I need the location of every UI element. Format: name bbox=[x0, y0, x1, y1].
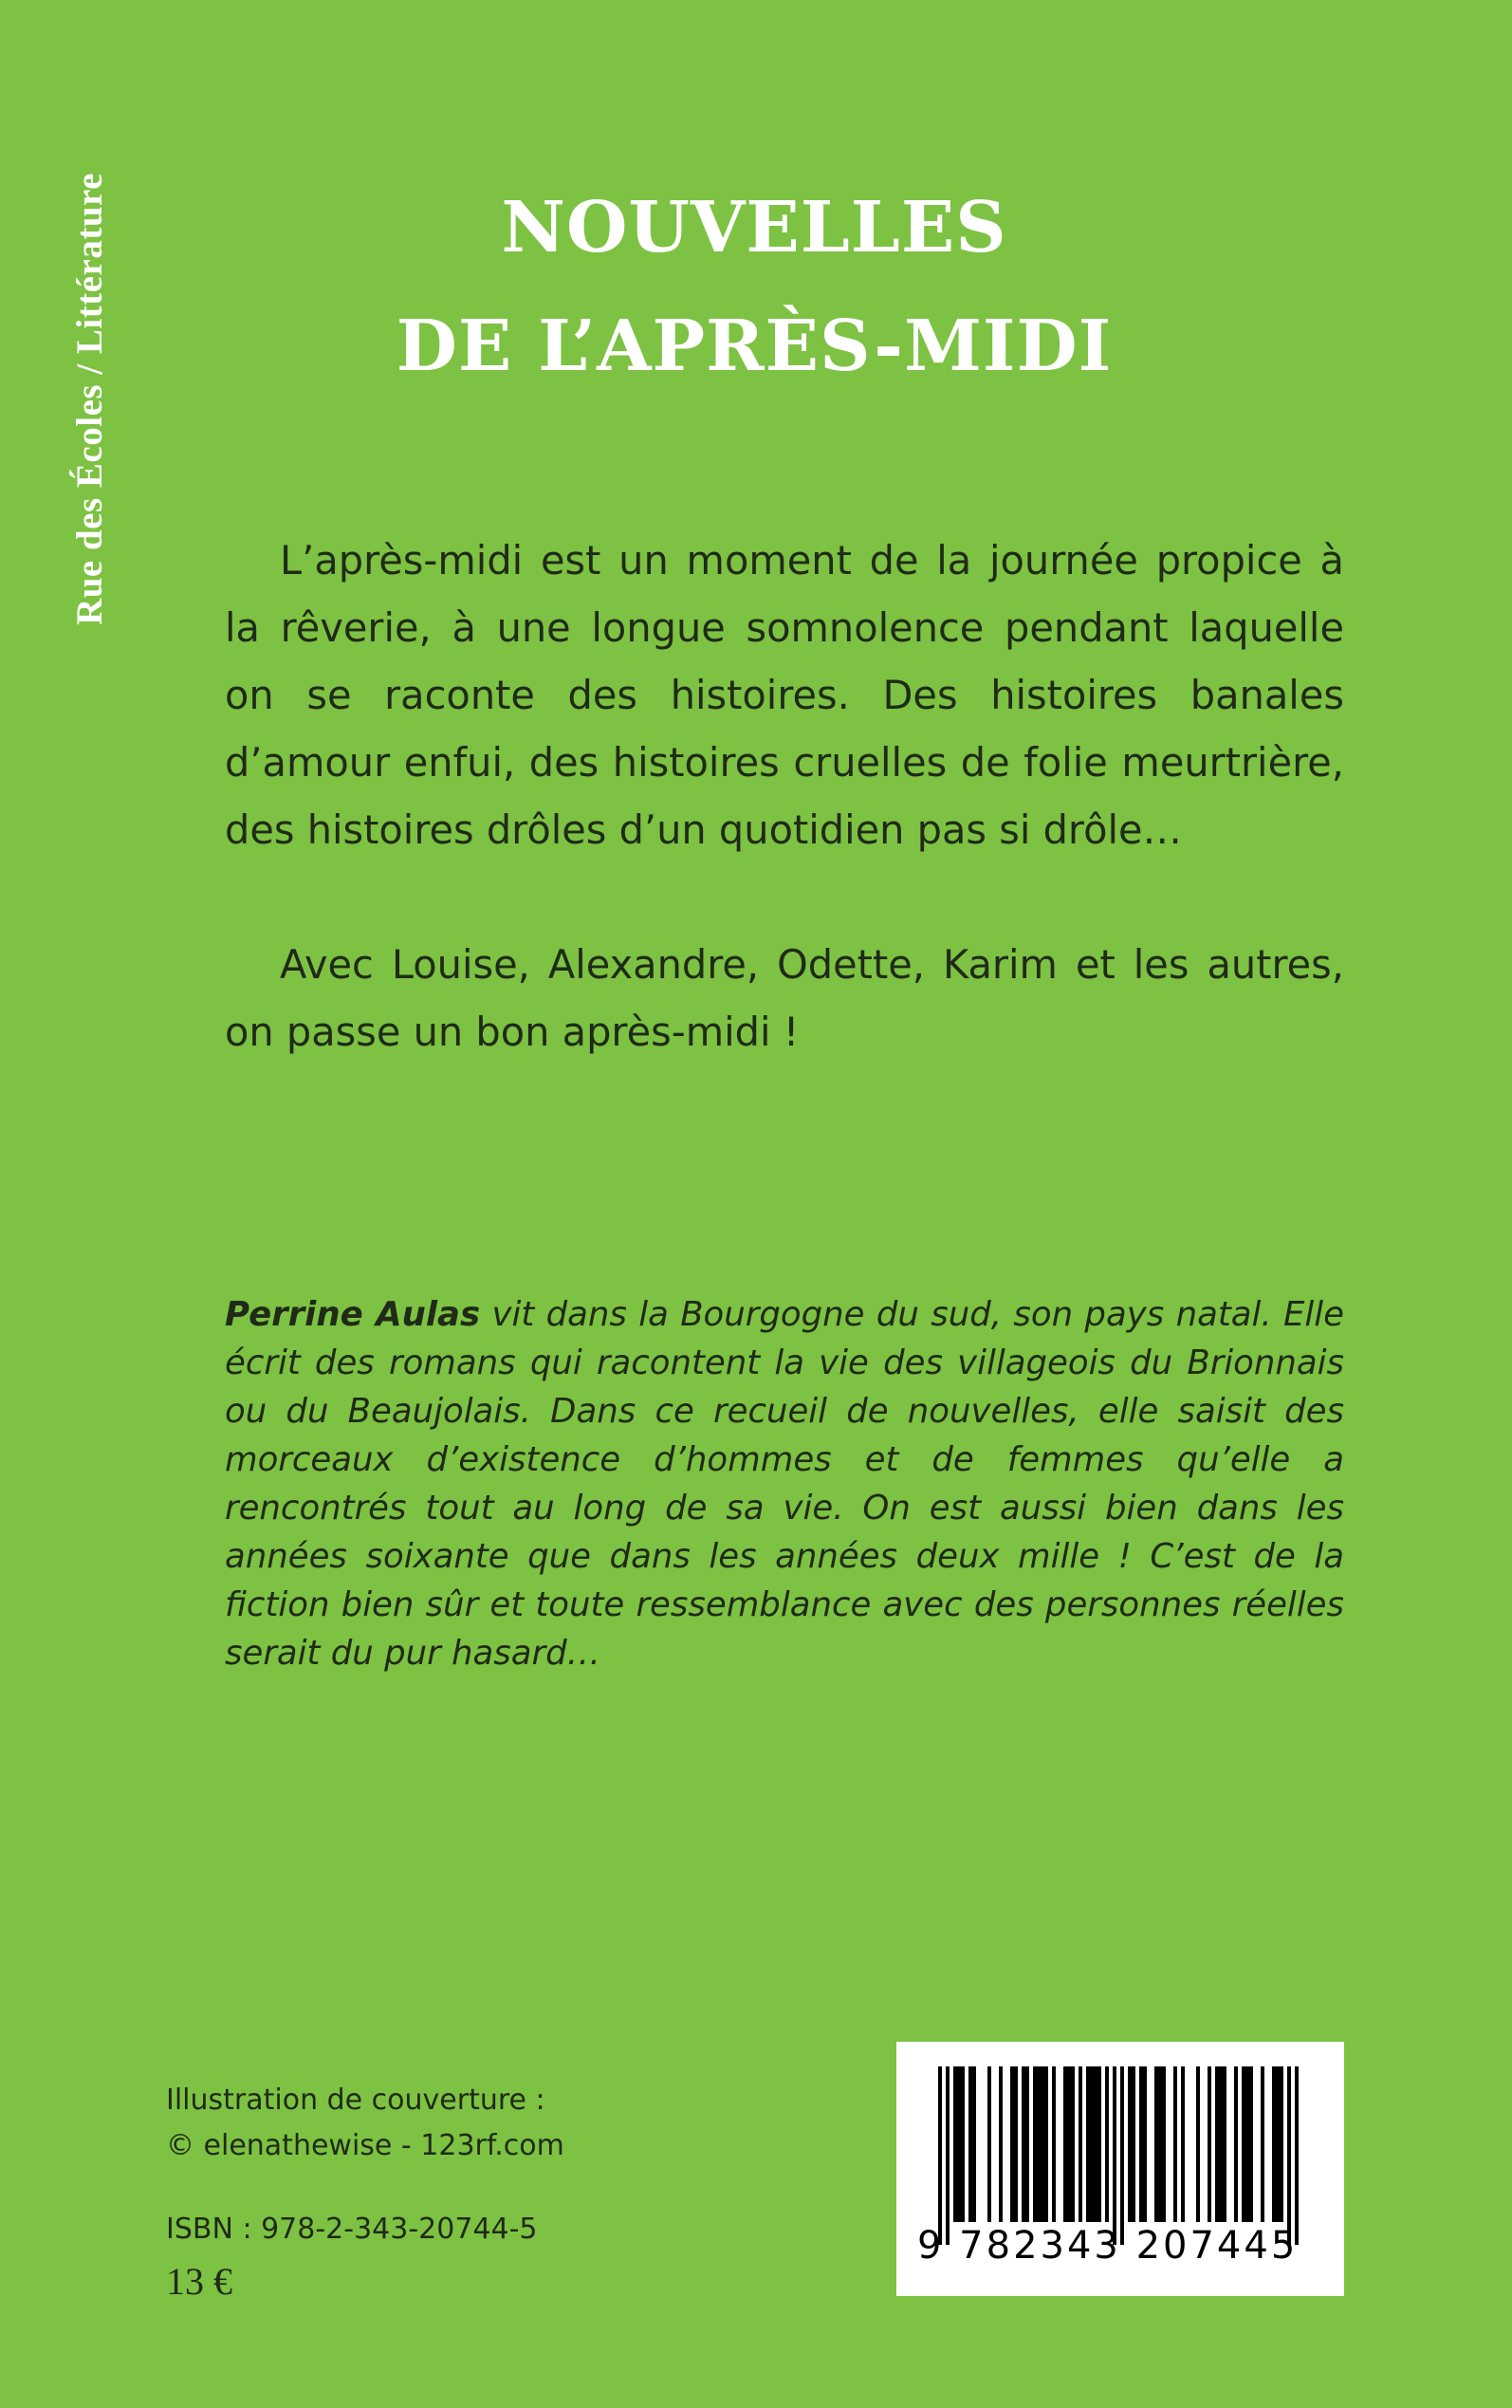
barcode bbox=[896, 2042, 1344, 2296]
barcode-bar bbox=[1033, 2066, 1048, 2222]
title-line-2: DE L’APRÈS-MIDI bbox=[396, 306, 1113, 387]
title-line-1: NOUVELLES bbox=[501, 187, 1007, 269]
barcode-bar bbox=[1128, 2066, 1135, 2222]
back-cover-blurb bbox=[225, 527, 1344, 1065]
barcode-guard-bar bbox=[946, 2066, 950, 2245]
barcode-bar bbox=[1010, 2066, 1018, 2222]
barcode-bar bbox=[1196, 2066, 1200, 2222]
author-bio-text: vit dans la Bourgogne du sud, son pays natal. Elle écrit des romans qui racontent la vie des villageois du Brionnais ou du Beaujolais. Dans ce recueil de nouvelles, elle saisit des morceaux d’existence d’hommes et de femmes qu’elle a rencontrés tout au long de sa vie. On est aussi bien dans les années soixante que dans les années deux mille ! C’est de la fiction bien sûr et toute ressemblance avec des personnes réelles serait du pur hasard… bbox=[225, 1295, 1344, 1673]
collection-name: Rue des Écoles / Littérature bbox=[68, 172, 110, 625]
barcode-bar bbox=[1261, 2066, 1264, 2222]
barcode-bar bbox=[968, 2066, 976, 2222]
barcode-bar bbox=[1242, 2066, 1253, 2222]
barcode-bar bbox=[1208, 2066, 1211, 2222]
barcode-guard-bar bbox=[1113, 2066, 1116, 2245]
barcode-bar bbox=[953, 2066, 965, 2222]
barcode-guard-bar bbox=[1295, 2066, 1299, 2245]
barcode-bar bbox=[1139, 2066, 1147, 2222]
illustration-credit-source: © elenathewise - 123rf.com bbox=[166, 2129, 564, 2162]
barcode-guard-bar bbox=[938, 2066, 942, 2245]
barcode-bar bbox=[1154, 2066, 1166, 2222]
barcode-guard-bar bbox=[1120, 2066, 1124, 2245]
illustration-credit-label: Illustration de couverture : bbox=[166, 2084, 545, 2117]
isbn-text: ISBN : 978-2-343-20744-5 bbox=[166, 2213, 538, 2246]
author-bio bbox=[225, 1290, 1344, 1677]
barcode-bar bbox=[1063, 2066, 1075, 2222]
credits-spacer bbox=[166, 2169, 564, 2207]
price-label: 13 € bbox=[166, 2260, 232, 2303]
barcode-bar bbox=[1022, 2066, 1029, 2222]
barcode-digits: 9 782343 207445 bbox=[917, 2224, 1299, 2268]
book-title bbox=[275, 169, 1233, 406]
barcode-bar bbox=[1181, 2066, 1185, 2222]
barcode-bar bbox=[1173, 2066, 1177, 2222]
barcode-bar bbox=[999, 2066, 1003, 2222]
barcode-bar bbox=[1052, 2066, 1056, 2222]
barcode-bar bbox=[1086, 2066, 1101, 2222]
credits-block bbox=[166, 2078, 564, 2307]
spine-label bbox=[66, 104, 112, 693]
barcode-bar bbox=[987, 2066, 991, 2222]
barcode-bar bbox=[1234, 2066, 1238, 2222]
barcode-bar bbox=[1215, 2066, 1226, 2222]
blurb-paragraph-1: L’après-midi est un moment de la journée propice à la rêverie, à une longue somnolence pendant laquelle on se raconte des histoires. Des histoires banales d’amour enfui, des histoires cruelles de folie meurtrière, des histoires drôles d’un quotidien pas si drôle… bbox=[225, 537, 1344, 853]
barcode-bar bbox=[1272, 2066, 1283, 2222]
barcode-guard-bar bbox=[1287, 2066, 1291, 2245]
author-name: Perrine Aulas bbox=[225, 1295, 481, 1334]
barcode-bar bbox=[1105, 2066, 1109, 2222]
blurb-paragraph-2: Avec Louise, Alexandre, Odette, Karim et les autres, on passe un bon après-midi ! bbox=[225, 941, 1344, 1055]
barcode-bar bbox=[1079, 2066, 1082, 2222]
